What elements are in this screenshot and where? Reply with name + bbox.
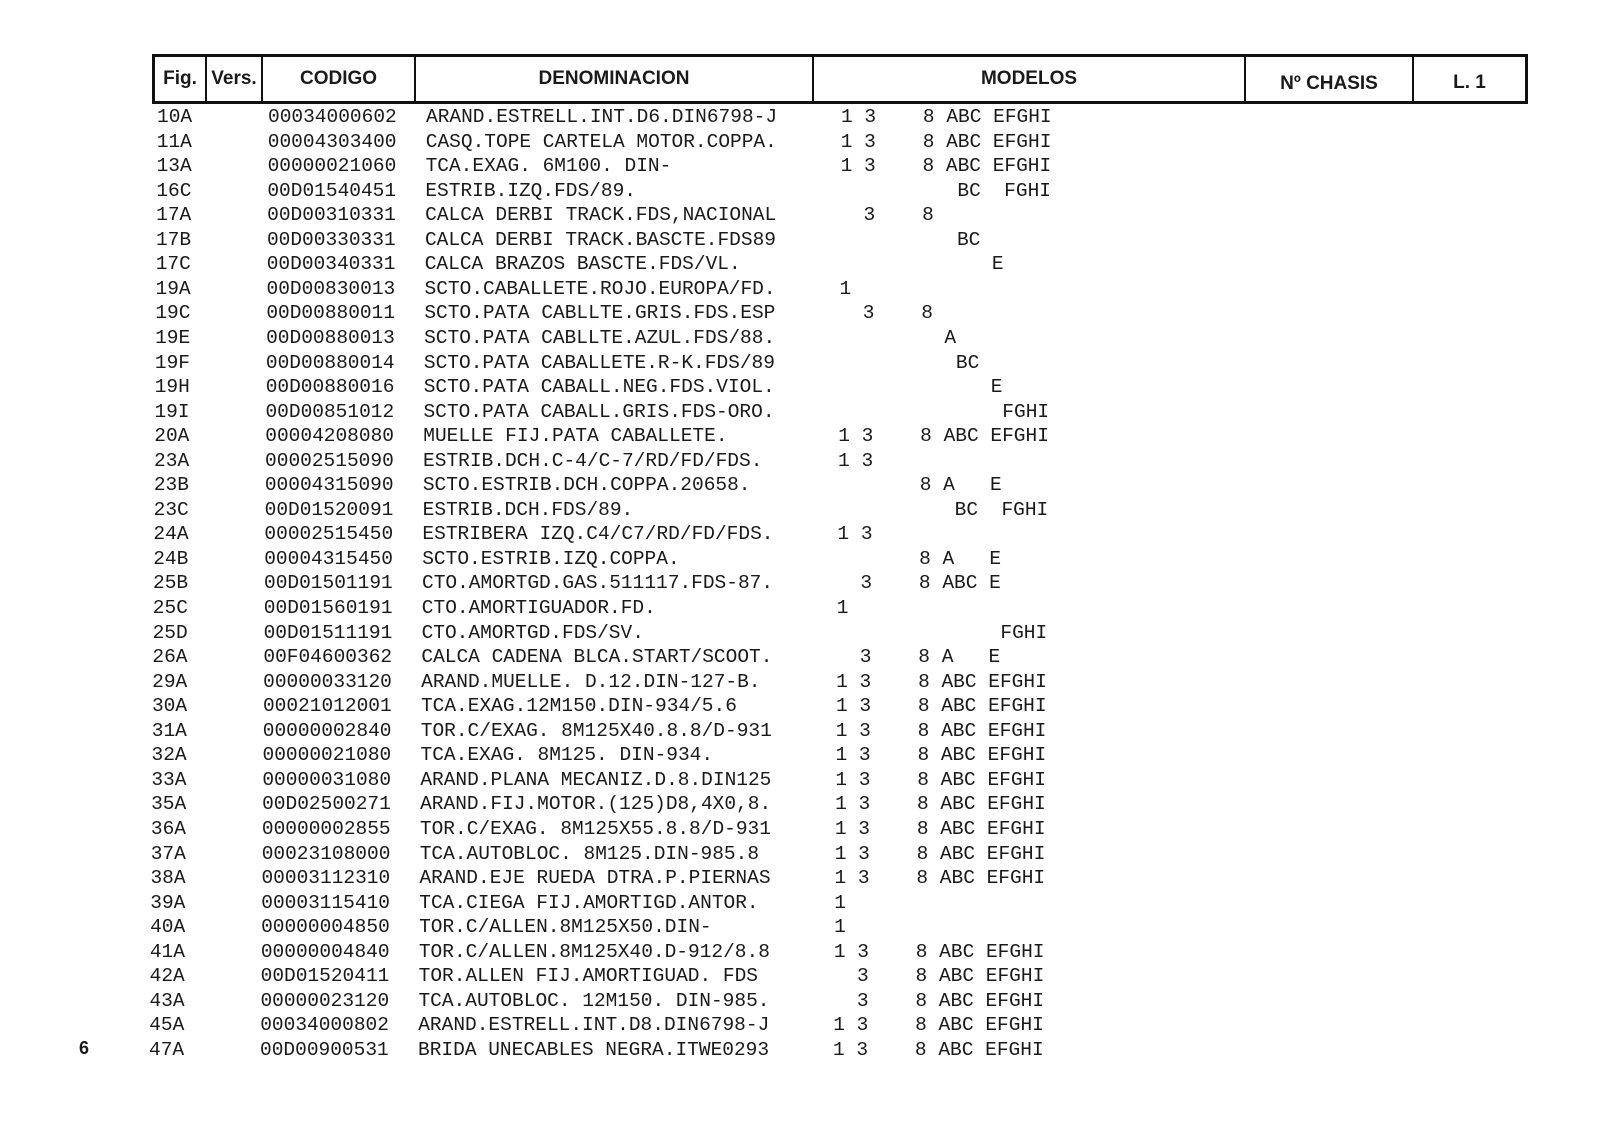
part-fig: 19I xyxy=(154,400,190,423)
header-chasis: Nº CHASIS xyxy=(1246,57,1414,101)
part-fig: 24B xyxy=(153,547,189,570)
header-lamina: L. 1 xyxy=(1453,72,1486,93)
part-name: TCA.AUTOBLOC. 8M125.DIN-985.8 xyxy=(419,842,760,865)
part-name: SCTO.CABALLETE.ROJO.EUROPA/FD. xyxy=(424,277,776,300)
part-name: ESTRIB.DCH.FDS/89. xyxy=(422,498,634,521)
part-fig: 24A xyxy=(153,523,189,546)
part-code: 00D01520411 xyxy=(260,965,390,988)
part-models: 1 xyxy=(839,277,852,300)
part-models: 1 xyxy=(834,891,846,914)
part-models: FGHI xyxy=(836,621,1048,644)
part-models: 1 3 8 ABC EFGHI xyxy=(834,817,1046,840)
part-fig: 17B xyxy=(155,228,192,251)
part-name: TOR.C/EXAG. 8M125X55.8.8/D-931 xyxy=(419,817,771,840)
part-code: 00003115410 xyxy=(261,891,390,914)
part-code: 00000002855 xyxy=(261,817,391,840)
part-name: ESTRIBERA IZQ.C4/C7/RD/FD/FDS. xyxy=(422,523,774,546)
part-fig: 17A xyxy=(156,204,192,227)
part-name: TOR.C/ALLEN.8M125X40.D-912/8.8 xyxy=(418,940,770,963)
part-models: 3 8 ABC EFGHI xyxy=(833,989,1045,1012)
part-name: SCTO.ESTRIB.IZQ.COPPA. xyxy=(422,547,680,570)
part-code: 00D00880011 xyxy=(266,302,396,325)
part-models: 1 3 8 ABC EFGHI xyxy=(834,867,1046,890)
part-code: 00D00880013 xyxy=(266,326,395,349)
part-fig: 31A xyxy=(151,719,187,742)
part-models: 1 3 8 ABC EFGHI xyxy=(833,1014,1044,1037)
part-fig: 23B xyxy=(153,474,189,497)
part-models: 1 3 8 ABC EFGHI xyxy=(835,695,1047,718)
part-code: 00034000802 xyxy=(260,1014,389,1037)
part-code: 00004208080 xyxy=(265,425,394,448)
part-name: CALCA BRAZOS BASCTE.FDS/VL. xyxy=(424,253,741,276)
part-models: 3 8 xyxy=(839,302,933,325)
part-name: ARAND.MUELLE. D.12.DIN-127-B. xyxy=(421,670,761,693)
part-name: ARAND.ESTRELL.INT.D6.DIN6798-J xyxy=(426,106,778,128)
part-models: 3 8 ABC EFGHI xyxy=(833,965,1045,988)
part-code: 00D00880014 xyxy=(265,351,395,374)
part-code: 00003112310 xyxy=(261,867,391,890)
header-modelos: MODELOS xyxy=(814,57,1246,101)
part-models: 1 3 8 ABC EFGHI xyxy=(835,768,1046,791)
part-code: 00D00880016 xyxy=(265,376,395,399)
part-models: 1 xyxy=(834,916,846,939)
part-code: 00004315090 xyxy=(264,474,394,497)
part-name: SCTO.PATA CABLLTE.AZUL.FDS/88. xyxy=(424,326,776,349)
part-fig: 10A xyxy=(157,106,193,128)
part-code: 00D01511191 xyxy=(263,621,393,644)
part-name: CTO.AMORTGD.GAS.511117.FDS-87. xyxy=(422,572,774,595)
part-models: BC xyxy=(838,351,980,374)
part-fig: 19H xyxy=(154,376,190,399)
part-models: E xyxy=(839,253,1004,276)
part-fig: 40A xyxy=(150,916,186,939)
part-fig: 16C xyxy=(156,179,192,202)
part-code: 00F04600362 xyxy=(263,646,393,669)
part-models: 1 3 8 ABC EFGHI xyxy=(835,744,1047,767)
part-name: SCTO.PATA CABALL.GRIS.FDS-ORO. xyxy=(423,400,775,423)
part-models: 8 A E xyxy=(837,547,1002,570)
part-code: 00000021080 xyxy=(262,744,392,767)
part-fig: 26A xyxy=(152,646,188,669)
part-models: 1 3 8 ABC EFGHI xyxy=(841,106,1052,128)
part-name: CASQ.TOPE CARTELA MOTOR.COPPA. xyxy=(425,130,777,153)
part-code: 00000023120 xyxy=(260,989,390,1012)
part-code: 00D01520091 xyxy=(264,498,394,521)
part-fig: 20A xyxy=(154,425,190,448)
part-models: 1 3 8 ABC EFGHI xyxy=(838,425,1049,448)
part-fig: 25D xyxy=(152,621,188,644)
part-models: BC xyxy=(839,228,981,251)
part-code: 00004315450 xyxy=(264,547,393,570)
part-name: TOR.ALLEN FIJ.AMORTIGUAD. FDS xyxy=(418,965,758,988)
part-name: SCTO.PATA CABALLETE.R-K.FDS/89 xyxy=(423,351,775,374)
part-code: 00000004850 xyxy=(261,916,390,939)
part-code: 00021012001 xyxy=(262,695,392,718)
part-code: 00002515090 xyxy=(265,449,394,472)
part-name: TCA.EXAG. 8M125. DIN-934. xyxy=(420,744,714,767)
part-fig: 45A xyxy=(149,1014,185,1037)
part-models: 1 3 xyxy=(838,449,874,472)
part-code: 00000004840 xyxy=(260,940,390,963)
part-name: MUELLE FIJ.PATA CABALLETE. xyxy=(423,425,728,448)
part-name: CALCA DERBI TRACK.BASCTE.FDS89 xyxy=(424,228,776,251)
part-fig: 35A xyxy=(151,793,187,816)
part-models: 1 xyxy=(836,597,849,619)
part-models: 3 8 ABC E xyxy=(837,572,1001,595)
parts-table-header xyxy=(152,54,1528,104)
part-fig: 43A xyxy=(149,989,185,1012)
part-name: TCA.EXAG.12M150.DIN-934/5.6 xyxy=(420,695,737,718)
part-fig: 30A xyxy=(151,695,188,718)
part-models: 1 3 8 ABC EFGHI xyxy=(833,940,1045,963)
part-fig: 23C xyxy=(153,498,189,521)
part-fig: 19E xyxy=(155,326,191,349)
part-models: BC FGHI xyxy=(837,498,1049,521)
part-code: 00D01501191 xyxy=(264,572,393,595)
header-denominacion: DENOMINACION xyxy=(416,57,814,101)
part-fig: 32A xyxy=(151,744,187,767)
part-name: TCA.CIEGA FIJ.AMORTIGD.ANTOR. xyxy=(419,891,759,914)
part-fig: 11A xyxy=(156,130,192,153)
part-code: 00D00310331 xyxy=(267,204,396,227)
part-name: SCTO.PATA CABLLTE.GRIS.FDS.ESP xyxy=(424,302,776,325)
part-code: 00004303400 xyxy=(267,130,397,153)
part-models: 3 8 A E xyxy=(836,646,1001,669)
part-fig: 41A xyxy=(149,940,185,963)
part-fig: 19A xyxy=(155,277,191,300)
part-code: 00D01540451 xyxy=(267,179,397,202)
part-code: 00D00900531 xyxy=(260,1038,389,1061)
part-code: 00000021060 xyxy=(267,155,397,178)
page-number: 6 xyxy=(79,1038,90,1058)
part-name: SCTO.PATA CABALL.NEG.FDS.VIOL. xyxy=(423,376,775,399)
part-fig: 19C xyxy=(155,302,191,325)
part-fig: 19F xyxy=(154,351,190,374)
part-models: 1 3 8 ABC EFGHI xyxy=(836,670,1047,693)
header-codigo: CODIGO xyxy=(263,57,416,101)
part-fig: 36A xyxy=(150,817,187,840)
part-fig: 29A xyxy=(152,670,188,693)
part-name: ARAND.FIJ.MOTOR.(125)D8,4X0,8. xyxy=(420,793,772,816)
part-fig: 33A xyxy=(151,768,187,791)
part-models: 1 3 8 ABC EFGHI xyxy=(833,1038,1044,1061)
part-name: SCTO.ESTRIB.DCH.COPPA.20658. xyxy=(422,474,751,497)
part-fig: 42A xyxy=(149,965,185,988)
part-fig: 23A xyxy=(154,449,190,472)
part-code: 00D00330331 xyxy=(266,228,396,251)
part-models: 1 3 xyxy=(837,523,873,546)
part-models: 1 3 8 ABC EFGHI xyxy=(834,842,1046,865)
part-models: 1 3 8 ABC EFGHI xyxy=(840,130,1052,153)
part-code: 00000002840 xyxy=(262,719,392,742)
part-name: TCA.EXAG. 6M100. DIN- xyxy=(425,155,672,178)
part-code: 00D02500271 xyxy=(262,793,391,816)
part-code: 00D01560191 xyxy=(263,597,393,619)
part-name: CALCA CADENA BLCA.START/SCOOT. xyxy=(421,646,773,669)
part-code: 00000031080 xyxy=(262,768,392,791)
part-models: 1 3 8 ABC EFGHI xyxy=(840,155,1052,178)
part-name: CALCA DERBI TRACK.FDS,NACIONAL xyxy=(425,204,777,227)
part-name: BRIDA UNECABLES NEGRA.ITWE0293 xyxy=(418,1038,770,1061)
part-name: CTO.AMORTIGUADOR.FD. xyxy=(421,597,656,619)
part-models: A xyxy=(839,326,957,349)
part-code: 00002515450 xyxy=(264,523,394,546)
part-name: ESTRIB.DCH.C-4/C-7/RD/FD/FDS. xyxy=(423,449,763,472)
part-name: CTO.AMORTGD.FDS/SV. xyxy=(421,621,644,644)
part-name: ARAND.PLANA MECANIZ.D.8.DIN125 xyxy=(420,768,772,791)
part-fig: 37A xyxy=(150,842,186,865)
part-fig: 38A xyxy=(150,867,186,890)
part-name: TOR.C/ALLEN.8M125X50.DIN- xyxy=(419,916,712,939)
part-models: FGHI xyxy=(838,400,1050,423)
part-models: BC FGHI xyxy=(840,179,1051,202)
part-models: 8 A E xyxy=(837,474,1002,497)
part-code: 00D00830013 xyxy=(266,277,396,300)
part-name: ARAND.ESTRELL.INT.D8.DIN6798-J xyxy=(418,1014,770,1037)
part-fig: 17C xyxy=(155,253,191,276)
part-fig: 25B xyxy=(153,572,189,595)
part-name: ESTRIB.IZQ.FDS/89. xyxy=(425,179,636,202)
part-name: ARAND.EJE RUEDA DTRA.P.PIERNAS xyxy=(419,867,771,890)
part-fig: 47A xyxy=(149,1038,185,1061)
part-name: TCA.AUTOBLOC. 12M150. DIN-985. xyxy=(418,989,770,1012)
part-models: 1 3 8 ABC EFGHI xyxy=(835,793,1046,816)
part-code: 00023108000 xyxy=(261,842,391,865)
part-fig: 25C xyxy=(152,597,188,619)
part-code: 00D00851012 xyxy=(265,400,395,423)
header-vers: Vers. xyxy=(207,57,263,101)
part-models: 1 3 8 ABC EFGHI xyxy=(835,719,1047,742)
part-code: 00D00340331 xyxy=(266,253,396,276)
part-fig: 39A xyxy=(150,891,186,914)
part-models: 3 8 xyxy=(840,204,934,227)
header-fig: Fig. xyxy=(155,57,207,101)
part-code: 00034000602 xyxy=(268,106,397,128)
part-models: E xyxy=(838,376,1003,399)
part-name: TOR.C/EXAG. 8M125X40.8.8/D-931 xyxy=(420,719,772,742)
part-fig: 13A xyxy=(156,155,192,178)
part-code: 00000033120 xyxy=(263,670,392,693)
